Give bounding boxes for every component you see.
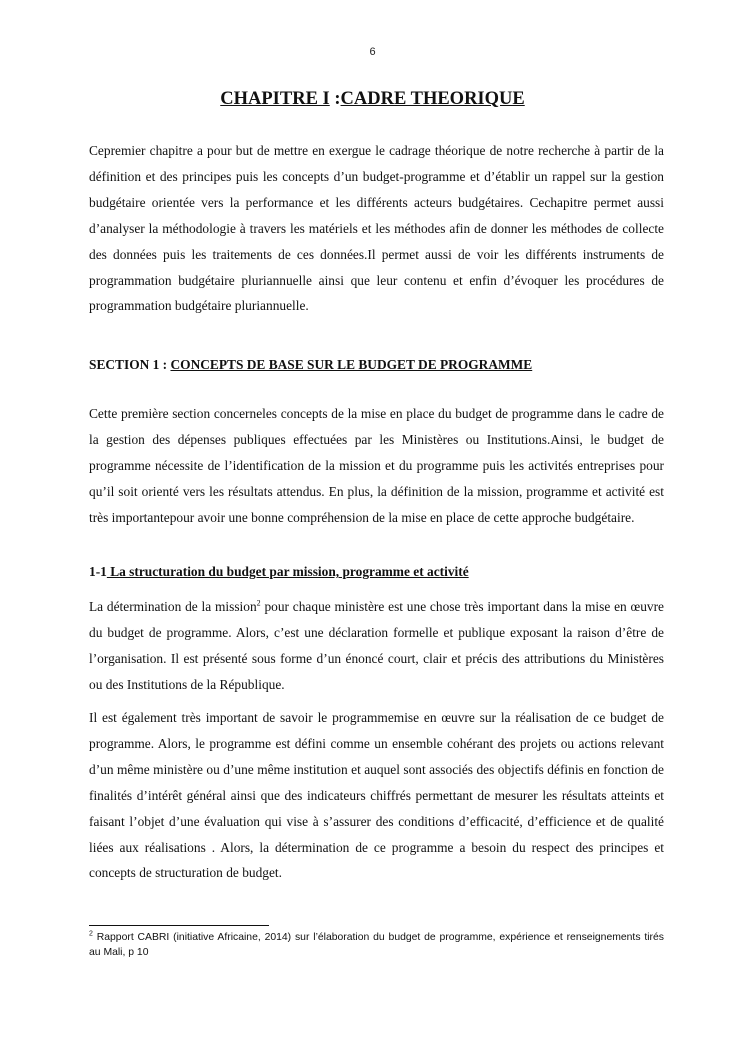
subsection-heading <box>89 564 664 580</box>
mission-text-end: pour chaque ministère est une chose très important dans la mise en œuvre du budget de programme. Alors, c’est une déclaration formelle et publique exposant la raison d’être de l’organisation. Il est présenté sous forme d’un énoncé court, clair et précis des attributions du Ministères ou des Institutions de la République. <box>89 599 664 692</box>
chapter-label: CHAPITRE I <box>220 89 330 109</box>
mission-paragraph <box>89 594 664 698</box>
page-number: 6 <box>369 46 376 58</box>
programme-paragraph: Il est également très important de savoir le programmemise en œuvre sur la réalisation de ce budget de programme. Alors, le programme est défini comme un ensemble cohérant des projets ou actions relevant d’un même ministère ou d’une même institution et auquel sont associés des objectifs définis en fonction de finalités d’intérêt général ainsi que des indicateurs chiffrés permettant de mesurer les résultats atteints et faisant l’objet d’une évaluation qui vise à s’assurer des conditions d’efficacité, d’efficience et de qualité liées aux réalisations . Alors, la détermination de ce programme a besoin du respect des principes et concepts de structuration de budget. <box>89 710 664 881</box>
chapter-title: CADRE THEORIQUE <box>340 89 525 109</box>
intro-paragraph: Cepremier chapitre a pour but de mettre en exergue le cadrage théorique de notre recherche à partir de la définition et des principes puis les concepts d’un budget-programme et d’établir un rappel sur la gestion budgétaire orientée vers la performance et les différents acteurs budgétaires. Cechapitre permet aussi d’analyser la méthodologie à travers les matériels et les méthodes afin de donner les méthodes de collecte des données puis les traitements de ces données.Il permet aussi de voir les différents instruments de programmation budgétaire pluriannuelle ainsi que leur contenu et enfin d’évoquer les procédures de programmation budgétaire pluriannuelle. <box>89 143 664 314</box>
subsection-number: 1-1 <box>89 564 107 579</box>
footnote-marker: 2 <box>89 930 93 938</box>
subsection-title: La structuration du budget par mission, programme et activité <box>106 564 469 579</box>
footnote-divider <box>89 925 269 926</box>
section-heading <box>89 357 664 373</box>
footnote-text: Rapport CABRI (initiative Africaine, 2014) sur l’élaboration du budget de programme, expérience et renseignements tirés au Mali, p 10 <box>89 932 664 958</box>
chapter-separator: : <box>329 89 341 109</box>
section-label: SECTION 1 : <box>89 357 171 372</box>
footnote <box>89 930 664 960</box>
section-title: CONCEPTS DE BASE SUR LE BUDGET DE PROGRAMME <box>170 357 533 372</box>
chapter-heading <box>0 89 745 110</box>
mission-text-start: La détermination de la mission <box>89 599 257 614</box>
section-paragraph: Cette première section concerneles concepts de la mise en place du budget de programme dans le cadre de la gestion des dépenses publiques effectuées par les Ministères ou Institutions.Ainsi, le budget de programme nécessite de l’identification de la mission et du programme puis les activités entreprises pour qu’il soit orienté vers les résultats attendus. En plus, la définition de la mission, programme et activité est très importantepour avoir une bonne compréhension de la mise en place de cette approche budgétaire. <box>89 406 664 525</box>
footnote-reference[interactable]: 2 <box>256 598 261 608</box>
